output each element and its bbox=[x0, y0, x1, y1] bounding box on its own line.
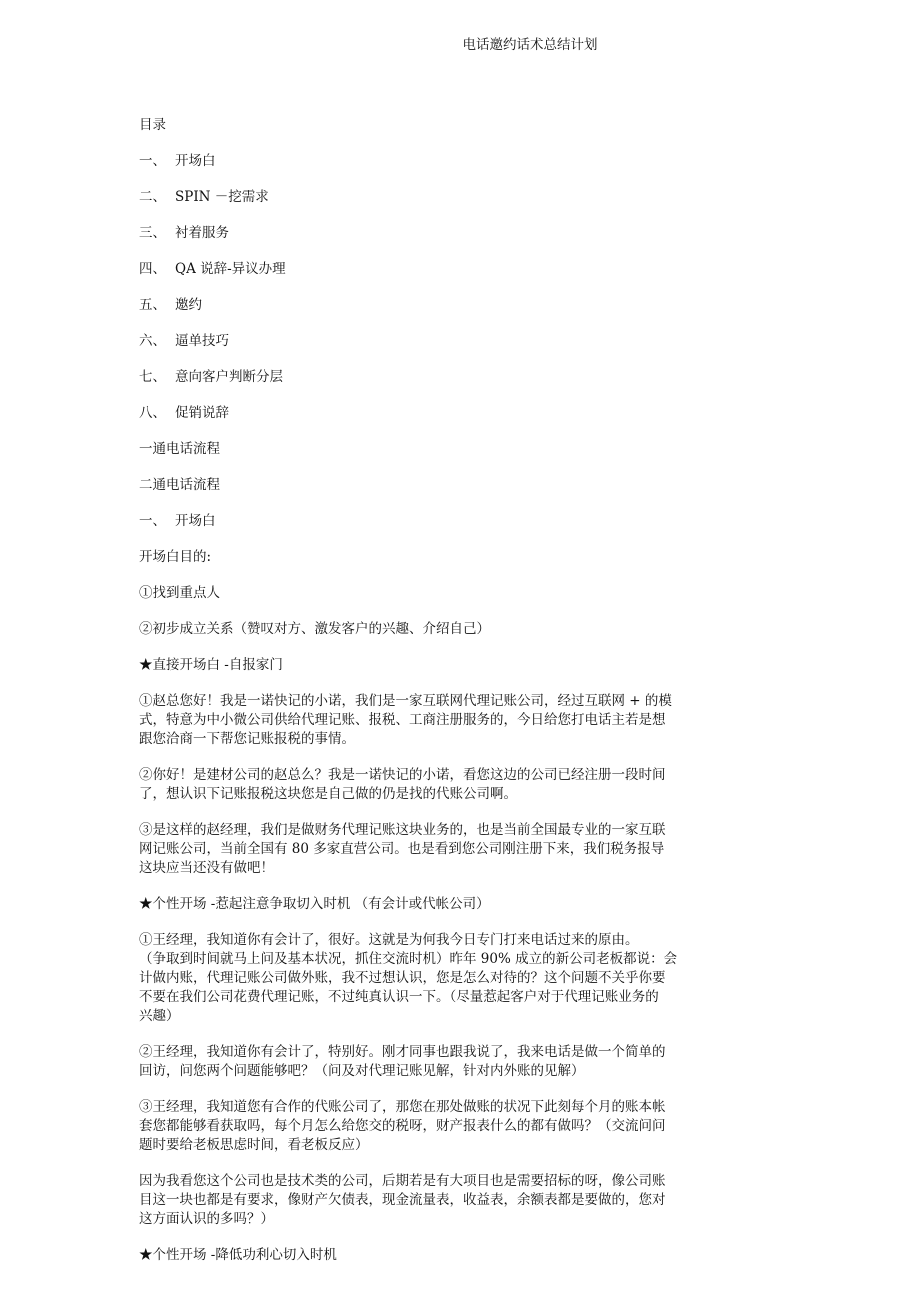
paragraph-line: 计做内账，代理记账公司做外账，我不过想认识，您是怎么对待的？这个问题不关乎你要 bbox=[139, 970, 666, 986]
purpose-item: ①找到重点人 bbox=[139, 585, 220, 601]
toc-item-number: 六、 bbox=[139, 333, 166, 349]
toc-item bbox=[139, 224, 717, 242]
paragraph-line: 式，特意为中小微公司供给代理记账、报税、工商注册服务的，今日给您打电话主若是想 bbox=[139, 712, 666, 728]
toc-item bbox=[139, 296, 717, 314]
toc-item bbox=[139, 404, 717, 422]
script-paragraph bbox=[139, 766, 717, 804]
toc-item bbox=[139, 368, 717, 386]
purpose-heading: 开场白目的: bbox=[139, 549, 212, 565]
toc-item-number: 一、 bbox=[139, 153, 166, 169]
section-title: 开场白 bbox=[175, 513, 216, 529]
toc-item-number: 三、 bbox=[139, 225, 166, 241]
section-number: 一、 bbox=[139, 513, 166, 529]
toc-item bbox=[139, 188, 717, 206]
paragraph-line: ③是这样的赵经理，我们是做财务代理记账这块业务的，也是当前全国最专业的一家互联 bbox=[139, 822, 666, 838]
paragraph-line: 这方面认识的多吗？） bbox=[139, 1211, 274, 1227]
toc-item-label: QA 说辞-异议办理 bbox=[175, 261, 286, 277]
paragraph-line: 因为我看您这个公司也是技术类的公司，后期若是有大项目也是需要招标的呀，像公司账 bbox=[139, 1173, 666, 1189]
paragraph-line: 套您都能够看获取吗，每个月怎么给您交的税呀，财产报表什么的都有做吗？（交流问问 bbox=[139, 1118, 666, 1134]
script-paragraph bbox=[139, 821, 717, 878]
paragraph-line: ③王经理，我知道您有合作的代账公司了，那您在那处做账的状况下此刻每个月的账本帐 bbox=[139, 1099, 666, 1115]
script-paragraph bbox=[139, 1172, 717, 1229]
toc-item bbox=[139, 332, 717, 350]
paragraph-line: 网记账公司，当前全国有 80 多家直营公司。也是看到您公司刚注册下来，我们税务报导 bbox=[139, 841, 665, 857]
paragraph-line: ②王经理，我知道你有会计了，特别好。刚才同事也跟我说了，我来电话是做一个简单的 bbox=[139, 1044, 666, 1060]
paragraph-line: 题时要给老板思虑时间，看老板反应） bbox=[139, 1137, 369, 1153]
toc-item-label: SPIN －挖需求 bbox=[175, 189, 269, 205]
section-heading bbox=[139, 512, 717, 530]
toc-item-number: 二、 bbox=[139, 189, 166, 205]
paragraph-line: ①王经理，我知道你有会计了，很好。这就是为何我今日专门打来电话过来的原由。 bbox=[139, 932, 639, 948]
paragraph-line: 这块应当还没有做吧！ bbox=[139, 860, 274, 876]
document-title: 电话邀约话术总结计划 bbox=[462, 37, 598, 53]
subsection-heading-lower: ★个性开场 -降低功利心切入时机 bbox=[139, 1247, 337, 1263]
paragraph-line: 回访，问您两个问题能够吧？（问及对代理记账见解，针对内外账的见解） bbox=[139, 1063, 585, 1079]
toc-item-number: 七、 bbox=[139, 369, 166, 385]
toc-item bbox=[139, 152, 717, 170]
document-body bbox=[139, 116, 717, 1282]
toc-item-number: 五、 bbox=[139, 297, 166, 313]
toc-flow-second-call: 二通电话流程 bbox=[139, 477, 220, 493]
subsection-heading-personal: ★个性开场 -惹起注意争取切入时机 （有会计或代帐公司） bbox=[139, 896, 490, 912]
toc-item-label: 促销说辞 bbox=[175, 405, 229, 421]
paragraph-line: ②你好！是建材公司的赵总么？我是一诺快记的小诺，看您这边的公司已经注册一段时间 bbox=[139, 767, 666, 783]
script-paragraph bbox=[139, 1098, 717, 1155]
paragraph-line: （争取到时间就马上问及基本状况，抓住交流时机）昨年 90% 成立的新公司老板都说：会 bbox=[139, 951, 678, 967]
toc-item-number: 四、 bbox=[139, 261, 166, 277]
paragraph-line: 不要在我们公司花费代理记账，不过纯真认识一下。（尽量惹起客户对于代理记账业务的 bbox=[139, 989, 659, 1005]
toc-item-label: 意向客户判断分层 bbox=[175, 369, 283, 385]
toc-item-number: 八、 bbox=[139, 405, 166, 421]
toc-item-label: 逼单技巧 bbox=[175, 333, 229, 349]
script-paragraph bbox=[139, 931, 717, 1026]
toc-item bbox=[139, 260, 717, 278]
paragraph-line: 了，想认识下记账报税这块您是自己做的仍是找的代账公司啊。 bbox=[139, 786, 517, 802]
paragraph-line: 目这一块也都是有要求，像财产欠债表，现金流量表，收益表，余额表都是要做的，您对 bbox=[139, 1192, 666, 1208]
script-paragraph bbox=[139, 692, 717, 749]
purpose-item: ②初步成立关系（赞叹对方、激发客户的兴趣、介绍自己） bbox=[139, 621, 490, 637]
paragraph-line: 兴趣） bbox=[139, 1008, 180, 1024]
subsection-heading-direct: ★直接开场白 -自报家门 bbox=[139, 657, 283, 673]
toc-item-label: 衬着服务 bbox=[175, 225, 229, 241]
paragraph-line: 跟您洽商一下帮您记账报税的事情。 bbox=[139, 731, 355, 747]
toc-flow-first-call: 一通电话流程 bbox=[139, 441, 220, 457]
script-paragraph bbox=[139, 1043, 717, 1081]
toc-item-label: 开场白 bbox=[175, 153, 216, 169]
toc-heading: 目录 bbox=[139, 117, 166, 133]
toc-item-label: 邀约 bbox=[175, 297, 202, 313]
paragraph-line: ①赵总您好！我是一诺快记的小诺，我们是一家互联网代理记账公司，经过互联网 + 的模 bbox=[139, 693, 672, 709]
